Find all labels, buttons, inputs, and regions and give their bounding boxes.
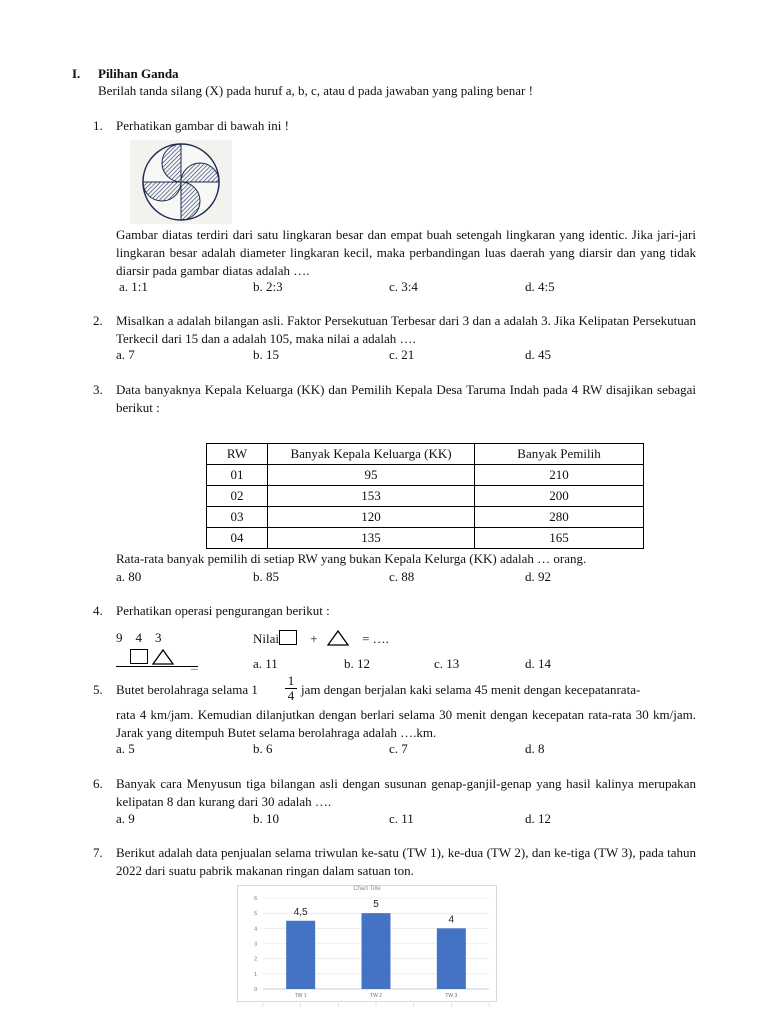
q1-figure — [130, 140, 232, 224]
q4-number: 4. — [93, 603, 103, 618]
data-label: 4,5 — [293, 906, 308, 918]
q3-option-d: d. 92 — [525, 569, 551, 584]
q5-option-b: b. 6 — [253, 741, 273, 756]
x-tick-label: TW 2 — [370, 993, 382, 999]
y-tick-label: 5 — [254, 911, 257, 918]
section-number: I. — [72, 66, 81, 81]
q1-option-d: d. 4:5 — [525, 279, 555, 294]
q2-option-c: c. 21 — [389, 347, 415, 362]
bar — [286, 921, 315, 989]
q4-option-d: d. 14 — [525, 656, 551, 671]
x-tick-label: TW 1 — [294, 993, 307, 999]
table-cell: 210 — [475, 465, 644, 486]
table-row — [207, 507, 644, 528]
q5-fraction — [285, 674, 297, 703]
table-cell: 153 — [268, 486, 475, 507]
equals-sign: = …. — [362, 631, 389, 646]
section-instruction: Berilah tanda silang (X) pada huruf a, b, c, atau d pada jawaban yang paling benar ! — [98, 83, 533, 98]
q4-minuend-digits: 9 4 3 — [116, 630, 162, 645]
table-cell: 120 — [268, 507, 475, 528]
section-title: Pilihan Ganda — [98, 66, 179, 81]
table-cell: 03 — [207, 507, 268, 528]
q5-option-d: d. 8 — [525, 741, 545, 756]
q7-bar-chart — [237, 885, 497, 1007]
q4-expression — [253, 630, 389, 647]
q4-option-a: a. 11 — [253, 656, 278, 671]
y-tick-label: 2 — [254, 956, 257, 963]
q6-option-b: b. 10 — [253, 811, 279, 826]
chart-title: Chart Title — [353, 886, 381, 892]
q4-underscore: _ — [191, 656, 198, 671]
q5-option-c: c. 7 — [389, 741, 408, 756]
y-tick-label: 1 — [254, 971, 257, 978]
table-cell: 01 — [207, 465, 268, 486]
q4-text: Perhatikan operasi pengurangan berikut : — [116, 603, 330, 618]
q6-option-a: a. 9 — [116, 811, 135, 826]
fraction-denominator: 4 — [287, 688, 295, 703]
subtraction-line — [116, 666, 198, 667]
q2-text: Misalkan a adalah bilangan asli. Faktor Persekutuan Terbesar dari 3 dan a adalah 3. Jika Kelipatan Persekutuan Terkecil dari 15 dan a adalah 105, maka nilai a adalah …. — [116, 313, 696, 346]
q4-subtrahend — [116, 649, 198, 667]
y-tick-label: 0 — [254, 987, 257, 993]
q5-number: 5. — [93, 682, 103, 697]
q1-option-c: c. 3:4 — [389, 279, 418, 294]
triangle-icon — [327, 630, 349, 646]
fraction-numerator: 1 — [287, 673, 295, 688]
q2-option-a: a. 7 — [116, 347, 135, 362]
q1-number: 1. — [93, 118, 103, 133]
q7-number: 7. — [93, 845, 103, 860]
chart-svg — [237, 885, 497, 1007]
q1-option-b: b. 2:3 — [253, 279, 283, 294]
q7-text: Berikut adalah data penjualan selama triwulan ke-satu (TW 1), ke-dua (TW 2), dan ke-tiga (TW 3), pada tahun 2022 dari suatu pabrik makanan ringan dalam satuan ton. — [116, 845, 696, 878]
q1-text: Gambar diatas terdiri dari satu lingkaran besar dan empat buah setengah lingkaran yang identic. Jika jari-jari lingkaran besar adalah diameter lingkaran kecil, maka perbandingan luas daerah yang diarsir dan yang tidak diarsir pada gambar diatas adalah …. — [116, 227, 696, 278]
table-header-row — [207, 444, 644, 465]
table-row — [207, 486, 644, 507]
table-header-cell: Banyak Pemilih — [475, 444, 644, 465]
q2-option-b: b. 15 — [253, 347, 279, 362]
y-tick-label: 6 — [254, 896, 257, 902]
table-cell: 200 — [475, 486, 644, 507]
q6-option-d: d. 12 — [525, 811, 551, 826]
q5-text-a: Butet berolahraga selama 1 — [116, 682, 258, 697]
bar — [437, 928, 466, 989]
q6-text: Banyak cara Menyusun tiga bilangan asli dengan susunan genap-ganjil-genap yang hasil kalinya merupakan kelipatan 8 dan kurang dari 30 adalah …. — [116, 776, 696, 809]
table-cell: 04 — [207, 528, 268, 549]
data-label: 4 — [448, 914, 455, 926]
plus-sign: + — [310, 631, 318, 646]
y-tick-label: 4 — [254, 926, 257, 933]
bar — [362, 913, 391, 989]
nilai-label: Nilai — [253, 631, 279, 646]
q3-data-table — [206, 443, 644, 549]
q3-option-c: c. 88 — [389, 569, 415, 584]
q5-text-b: jam dengan berjalan kaki selama 45 menit dengan kecepatanrata- — [301, 682, 641, 697]
q2-number: 2. — [93, 313, 103, 328]
triangle-icon — [152, 649, 174, 665]
square-icon — [279, 630, 297, 645]
y-tick-label: 3 — [254, 941, 257, 948]
q2-option-d: d. 45 — [525, 347, 551, 362]
q4-option-b: b. 12 — [344, 656, 370, 671]
table-cell: 165 — [475, 528, 644, 549]
q3-option-a: a. 80 — [116, 569, 142, 584]
q6-number: 6. — [93, 776, 103, 791]
table-row — [207, 528, 644, 549]
table-row — [207, 465, 644, 486]
q3-option-b: b. 85 — [253, 569, 279, 584]
table-cell: 280 — [475, 507, 644, 528]
q3-text: Data banyaknya Kepala Keluarga (KK) dan Pemilih Kepala Desa Taruma Indah pada 4 RW disajikan sebagai berikut : — [116, 382, 696, 415]
table-header-cell: Banyak Kepala Keluarga (KK) — [268, 444, 475, 465]
x-tick-label: TW 3 — [445, 993, 458, 999]
q5-option-a: a. 5 — [116, 741, 135, 756]
q4-option-c: c. 13 — [434, 656, 460, 671]
table-header-cell: RW — [207, 444, 268, 465]
q6-option-c: c. 11 — [389, 811, 414, 826]
data-label: 5 — [373, 899, 379, 911]
table-cell: 95 — [268, 465, 475, 486]
square-icon — [130, 649, 148, 664]
q5-text-c: rata 4 km/jam. Kemudian dilanjutkan dengan berlari selama 30 menit dengan kecepatan rata-rata 30 km/jam. Jarak yang ditempuh Butet selama berolahraga adalah ….km. — [116, 707, 696, 740]
q3-number: 3. — [93, 382, 103, 397]
table-cell: 135 — [268, 528, 475, 549]
q1-option-a: a. 1:1 — [119, 279, 148, 294]
q1-prompt: Perhatikan gambar di bawah ini ! — [116, 118, 289, 133]
table-cell: 02 — [207, 486, 268, 507]
circle-pinwheel-figure — [130, 140, 232, 224]
q3-after-text: Rata-rata banyak pemilih di setiap RW yang bukan Kepala Kelurga (KK) adalah … orang. — [116, 551, 587, 566]
